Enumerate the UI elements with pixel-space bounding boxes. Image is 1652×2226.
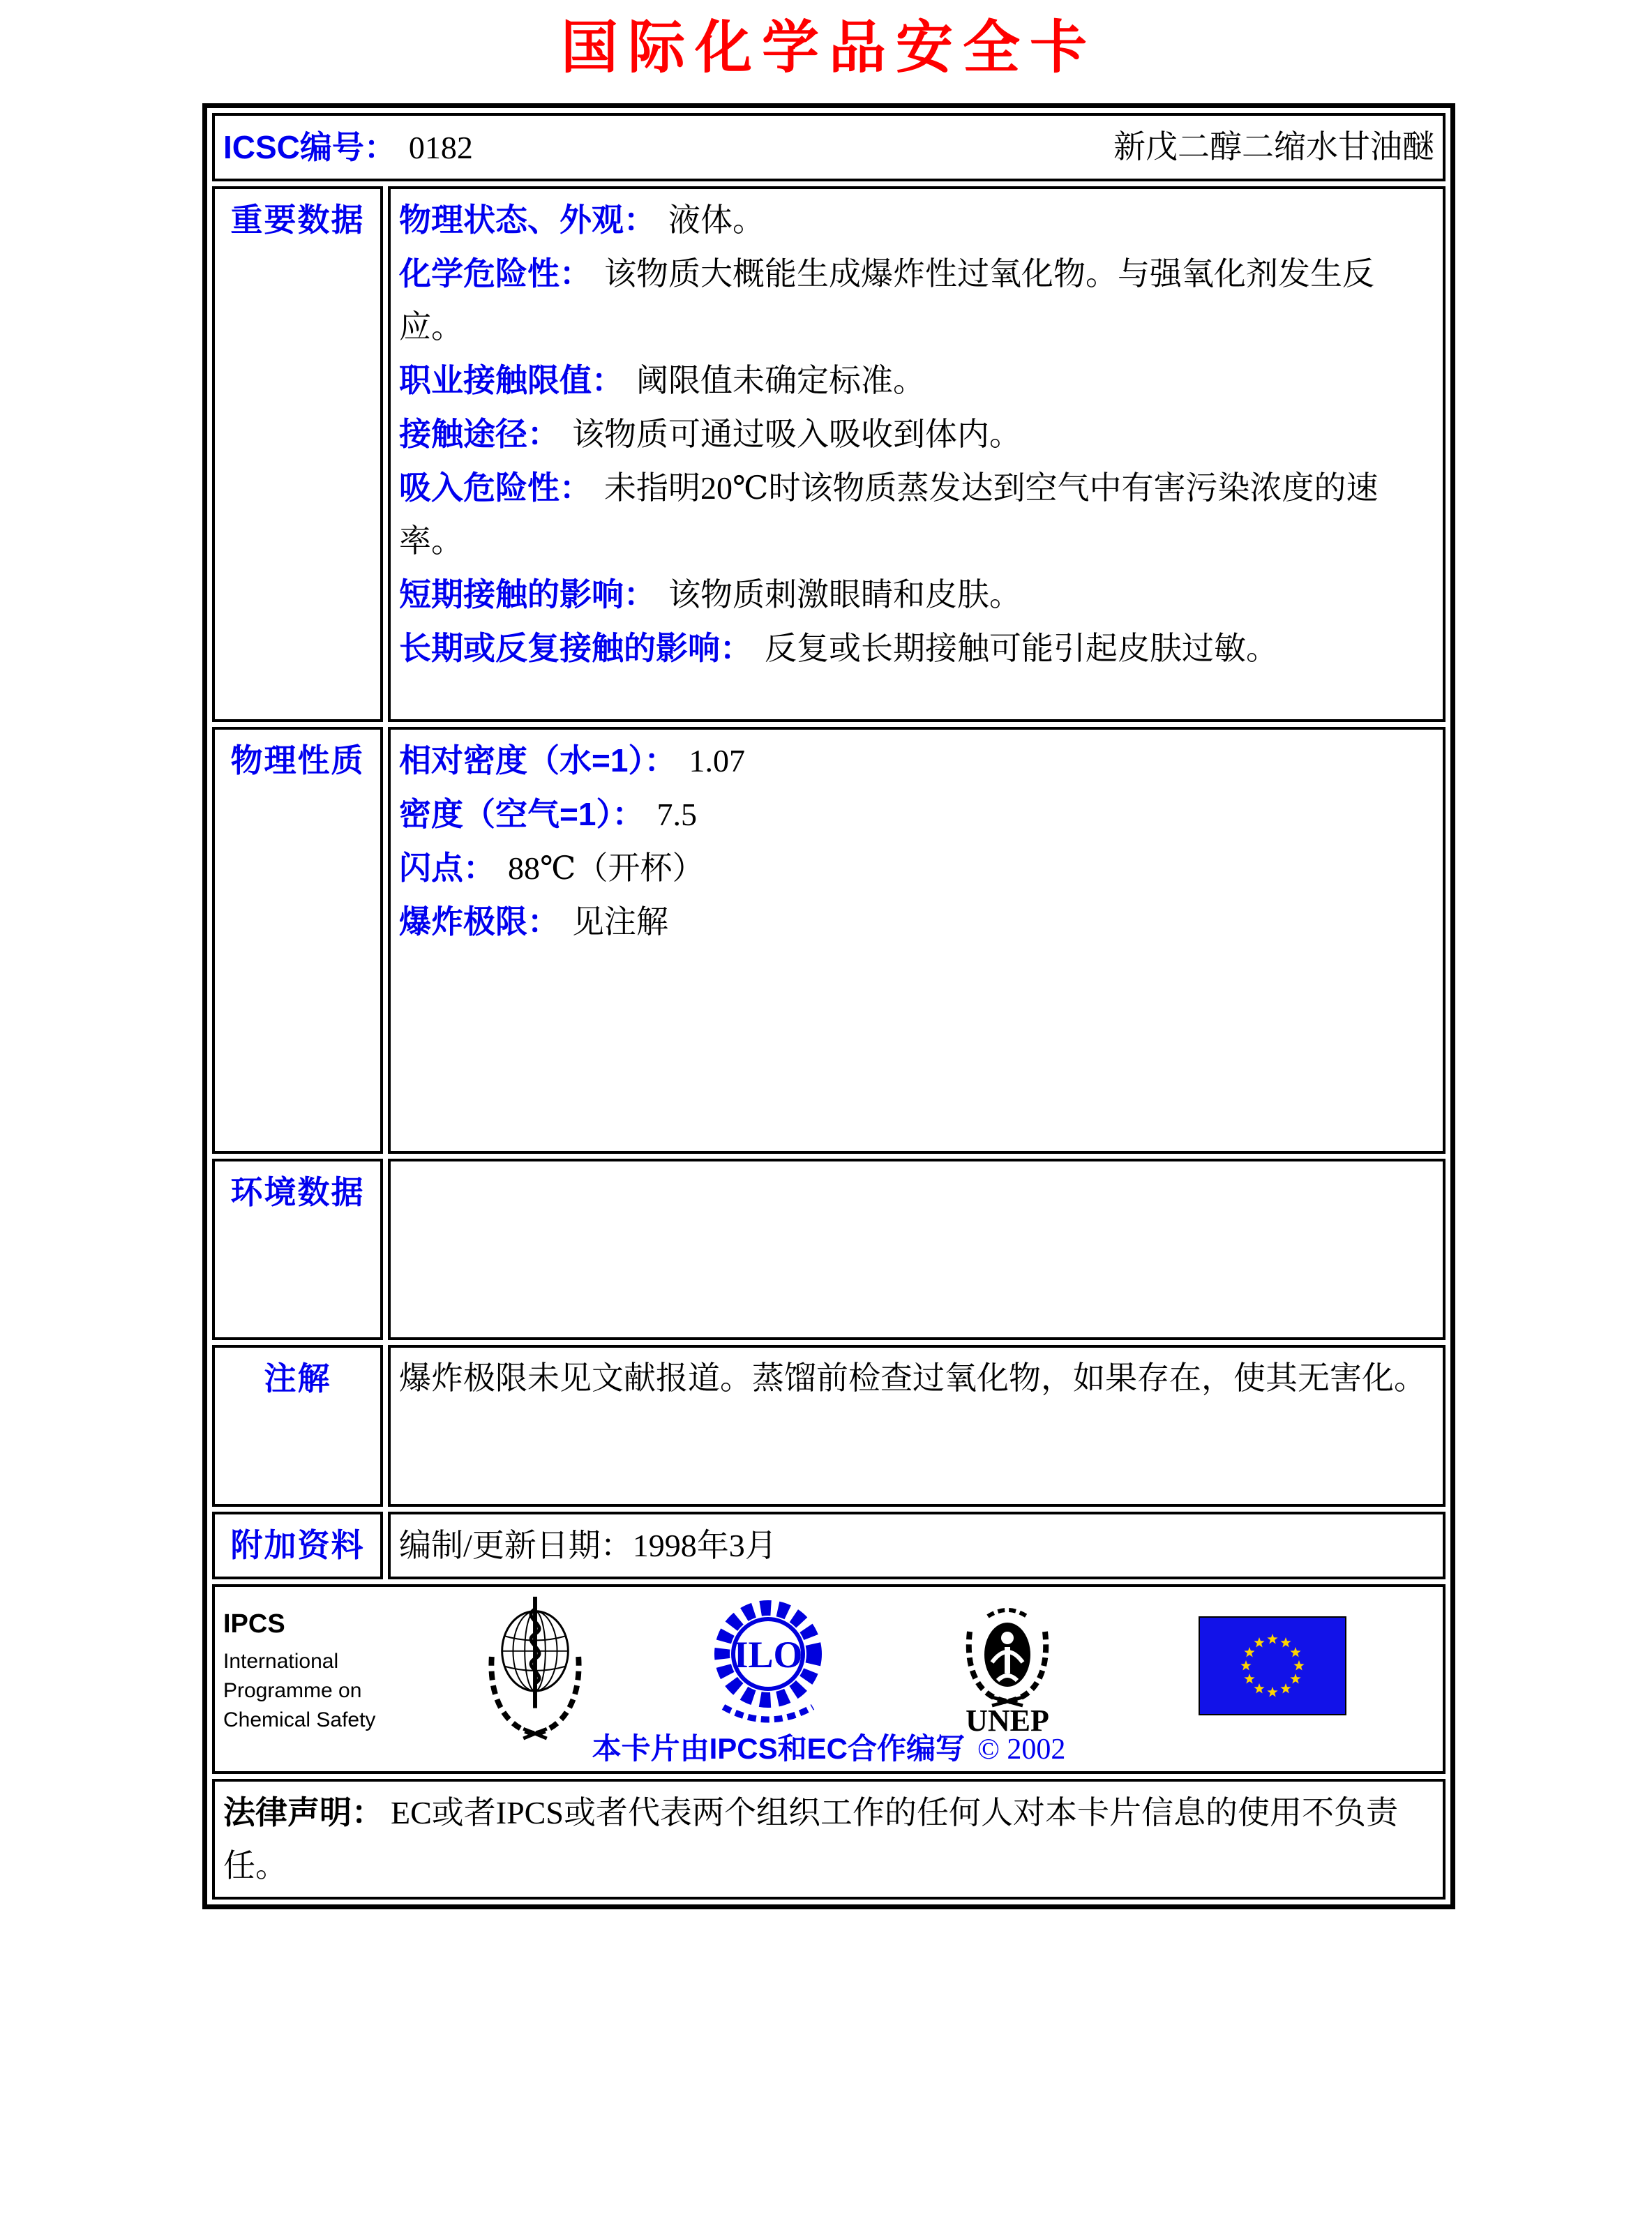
field-row: [399, 354, 1434, 407]
page-title: 国际化学品安全卡: [560, 16, 1097, 80]
icsc-number-label: ICSC编号：: [223, 128, 396, 165]
section-label-important-data: 重要数据: [230, 202, 365, 239]
section-additional-info: [212, 1512, 1446, 1579]
field-row: [399, 193, 1434, 247]
field-value: 该物质刺激眼睛和皮肤。: [668, 577, 1021, 613]
field-value: 阈限值未确定标准。: [636, 363, 925, 399]
field-row: [399, 841, 1434, 895]
section-notes: [212, 1345, 1446, 1507]
section-label-physical-properties: 物理性质: [230, 742, 365, 779]
environmental-data-content: [388, 1159, 1446, 1340]
field-label: 物理状态、外观：: [399, 202, 656, 239]
ipcs-line: International: [223, 1650, 339, 1674]
field-row: [399, 895, 1434, 949]
field-value: 反复或长期接触可能引起皮肤过敏。: [765, 631, 1278, 667]
field-label: 吸入危险性：: [399, 469, 592, 506]
eu-flag-icon: [1199, 1616, 1346, 1731]
field-row: [399, 622, 1434, 675]
field-label: 化学危险性：: [399, 255, 592, 292]
chemical-name: 新戊二醇二缩水甘油醚: [1113, 129, 1434, 165]
field-label: 密度（空气=1）：: [399, 796, 645, 833]
field-label: 长期或反复接触的影响：: [399, 630, 752, 667]
section-important-data: [212, 186, 1446, 722]
legal-row: [212, 1779, 1446, 1900]
unep-logo-icon: [949, 1595, 1066, 1751]
copyright: © 2002: [977, 1733, 1066, 1766]
field-value: 该物质大概能生成爆炸性过氧化物。与强氧化剂发生反应。: [399, 256, 1374, 345]
additional-info-text: 编制/更新日期：1998年3月: [399, 1527, 777, 1563]
field-row: [399, 788, 1434, 841]
field-label: 职业接触限值：: [399, 362, 624, 399]
footer-caption: [215, 1731, 1443, 1767]
icsc-card: [202, 0, 1455, 1909]
header-row: [212, 113, 1446, 181]
section-environmental-data: [212, 1159, 1446, 1340]
field-label: 爆炸极限：: [399, 903, 560, 940]
ipcs-block: [223, 1611, 433, 1735]
field-label: 闪点：: [399, 850, 495, 887]
section-physical-properties: [212, 727, 1446, 1154]
section-label-notes: 注解: [264, 1360, 331, 1397]
icsc-number-value: 0182: [408, 129, 473, 165]
field-value: 88℃（开杯）: [508, 850, 705, 887]
field-row: [399, 407, 1434, 461]
unep-label: UNEP: [966, 1704, 1049, 1736]
footer-caption-text: 本卡片由IPCS和EC合作编写: [592, 1731, 965, 1765]
field-value: 未指明20℃时该物质蒸发达到空气中有害污染浓度的速率。: [399, 470, 1379, 559]
field-row: [399, 461, 1434, 568]
section-label-environmental-data: 环境数据: [230, 1174, 365, 1211]
field-label: 短期接触的影响：: [399, 576, 656, 613]
field-value: 见注解: [572, 904, 668, 940]
field-label: 相对密度（水=1）：: [399, 742, 677, 779]
legal-text: EC或者IPCS或者代表两个组织工作的任何人对本卡片信息的使用不负责任。: [223, 1795, 1398, 1884]
field-value: 7.5: [656, 797, 697, 833]
field-row: [399, 568, 1434, 622]
field-label: 接触途径：: [399, 416, 560, 453]
field-value: 液体。: [668, 202, 765, 239]
notes-text: 爆炸极限未见文献报道。蒸馏前检查过氧化物，如果存在，使其无害化。: [399, 1360, 1426, 1397]
section-label-additional-info: 附加资料: [230, 1527, 365, 1564]
ilo-letters: ILO: [733, 1634, 803, 1676]
ipcs-acronym: IPCS: [223, 1609, 285, 1639]
legal-label: 法律声明：: [223, 1794, 384, 1831]
field-row: [399, 734, 1434, 788]
field-row: [399, 247, 1434, 354]
ipcs-line: Chemical Safety: [223, 1708, 376, 1732]
icsc-number: [223, 121, 473, 174]
ipcs-line: Programme on: [223, 1679, 362, 1703]
footer-row: [212, 1584, 1446, 1774]
icsc-table: [202, 103, 1455, 1909]
field-value: 1.07: [689, 743, 745, 779]
ilo-logo-icon: [706, 1597, 830, 1744]
field-value: 该物质可通过吸入吸收到体内。: [572, 416, 1021, 453]
